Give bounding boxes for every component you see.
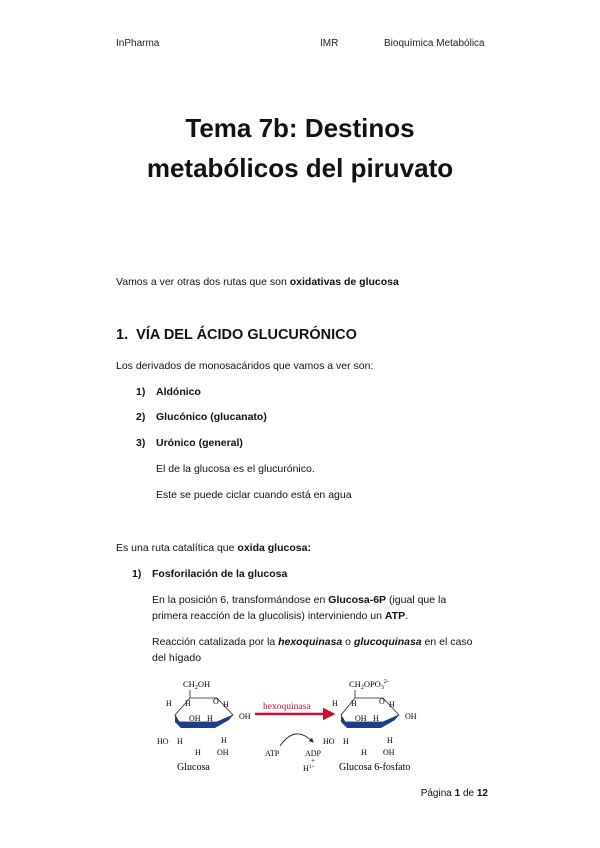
p2-text-c: o [342, 636, 354, 648]
sub-text-2: Este se puede ciclar cuando está en agua [156, 489, 352, 501]
g6p-h: H [361, 748, 367, 757]
g6p-h: H [343, 737, 349, 746]
step-paragraph-1-line-2 [152, 609, 408, 623]
p1-line2-bold: ATP [384, 610, 406, 622]
list-item-number: 3) [136, 437, 146, 449]
p1-bold: Glucosa-6P [328, 594, 387, 606]
g6p-ch2opo3: $CH_2OPO_3^{2-}$ [349, 679, 389, 691]
g6p-ring-oxygen: O [379, 697, 385, 706]
p1-line2-end: . [405, 610, 409, 622]
g6p-oh: OH [405, 712, 417, 721]
ruta-bold: oxida glucosa [237, 542, 308, 554]
reaction-arrow [255, 702, 333, 773]
step-number: 1) [132, 568, 142, 580]
ruta-paragraph [116, 541, 311, 555]
section-number: 1. [116, 327, 129, 343]
intro-paragraph [116, 275, 399, 289]
g6p-label: Glucosa 6-fosfato [339, 762, 411, 773]
adp-label: ADP [305, 749, 322, 758]
g6p-oh: OH [355, 714, 367, 723]
title-line-2: metabólicos del piruvato [146, 153, 454, 183]
glucose-h: H [221, 736, 227, 745]
ruta-colon: : [307, 542, 311, 554]
header-right: Bioquímica Metabólica [384, 38, 485, 49]
g6p-h: H [389, 700, 395, 709]
p2-text-a: Reacción catalizada por la [152, 636, 279, 648]
list-item [136, 436, 243, 450]
glucose-6-phosphate-molecule [323, 679, 417, 773]
g6p-h: H [332, 699, 338, 708]
sub-text-1: El de la glucosa es el glucurónico. [156, 463, 315, 475]
g6p-h: H [373, 714, 379, 723]
header-center: IMR [320, 38, 339, 49]
glucose-h: H [177, 737, 183, 746]
g6p-oh: OH [383, 748, 395, 757]
list-item [136, 410, 267, 424]
step-paragraph-1-line-1 [152, 593, 446, 607]
reaction-diagram [155, 676, 435, 776]
step-heading [132, 567, 287, 581]
step-paragraph-2-line-1 [152, 635, 472, 649]
section-heading [116, 327, 357, 343]
section-title: VÍA DEL ÁCIDO GLUCURÓNICO [136, 327, 357, 343]
glucose-label: Glucosa [177, 762, 210, 773]
footer-prefix: Página [420, 788, 455, 799]
footer-middle: de [460, 788, 477, 799]
header-left: InPharma [116, 38, 160, 49]
g6p-h: H [387, 736, 393, 745]
p1-text-c: (igual que la [386, 594, 447, 606]
list-item-label: Aldónico [156, 386, 201, 398]
list-item-number: 2) [136, 411, 146, 423]
footer-total-pages: 12 [476, 788, 488, 799]
glucose-h: H [185, 699, 191, 708]
g6p-ho: HO [323, 737, 335, 746]
footer-current-page: 1 [454, 788, 461, 799]
list-item-label: Glucónico (glucanato) [156, 411, 267, 423]
glucose-h: H [223, 700, 229, 709]
p1-text-a: En la posición 6, transformándose en [152, 594, 329, 606]
enzyme-label: hexoquinasa [263, 702, 311, 712]
p2-text-e: en el caso [421, 636, 473, 648]
step-title: Fosforilación de la glucosa [152, 568, 288, 580]
intro-bold: oxidativas de glucosa [289, 276, 399, 288]
proton-label: $H^{1+}$ [303, 764, 315, 773]
glucose-ring-front [175, 715, 233, 728]
cofactor-curve [280, 734, 313, 746]
page-title [0, 108, 600, 188]
list-item [136, 385, 201, 399]
glucose-ho: HO [157, 737, 169, 746]
glucose-ch2oh: $CH_2OH$ [183, 679, 211, 691]
list-item-number: 1) [136, 386, 146, 398]
glucose-ring-oxygen: O [213, 697, 219, 706]
g6p-ring-front [341, 715, 399, 728]
glucose-oh: OH [217, 748, 229, 757]
section-lead: Los derivados de monosacáridos que vamos a ver son: [116, 360, 374, 372]
plus-label: + [311, 757, 315, 765]
g6p-h: H [351, 699, 357, 708]
ruta-text: Es una ruta catalítica que [116, 542, 238, 554]
step-paragraph-2-line-2: del hígado [152, 652, 202, 664]
p2-enzyme-2: glucoquinasa [353, 636, 422, 648]
glucose-oh: OH [189, 714, 201, 723]
p2-enzyme-1: hexoquinasa [278, 636, 343, 648]
glucose-h: H [166, 699, 172, 708]
glucose-molecule [157, 679, 251, 773]
glucose-oh: OH [239, 712, 251, 721]
atp-label: ATP [265, 749, 280, 758]
glucose-h: H [207, 714, 213, 723]
p1-line2-text: primera reacción de la glucolisis) interviniendo un [152, 610, 385, 622]
glucose-h: H [195, 748, 201, 757]
page-footer [421, 788, 488, 799]
intro-text: Vamos a ver otras dos rutas que son [116, 276, 290, 288]
title-line-1: Tema 7b: Destinos [185, 113, 415, 143]
list-item-label: Urónico (general) [156, 437, 243, 449]
